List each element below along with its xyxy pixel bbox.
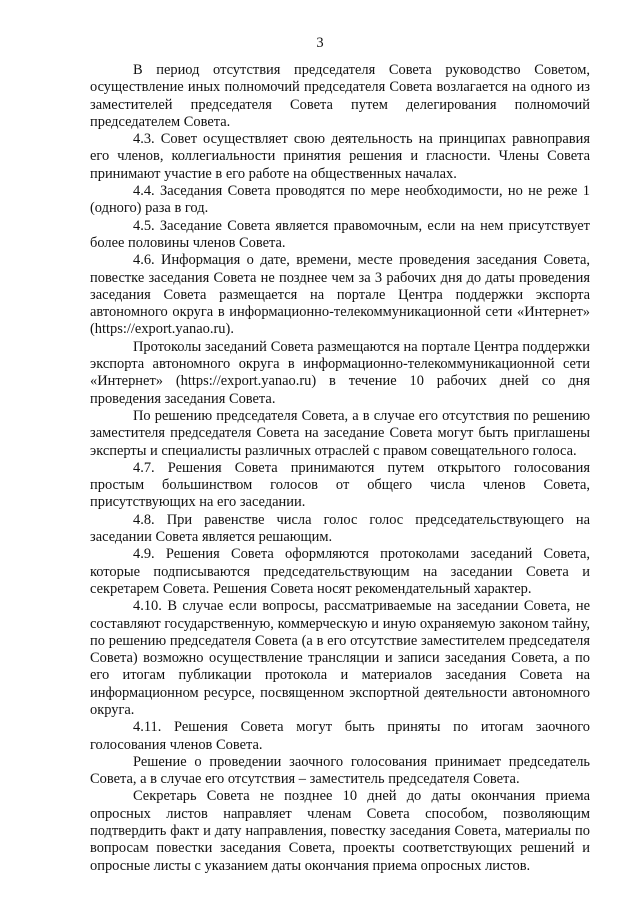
paragraph-4-6: 4.6. Информация о дате, времени, месте проведения заседания Совета, повестке заседания Совета не позднее чем за 3 рабочих дня до даты проведения заседания Совета размещается на портале Центра поддержки экспорта автономного округа в информационно-телекоммуникационной сети «Интернет» (https://export.yanao.ru). <box>90 252 590 338</box>
paragraph-chair-absence: В период отсутствия председателя Совета руководство Советом, осуществление иных полномочий председателя Совета возлагается на одного из заместителей председателя Совета путем делегирования полномочий председателем Совета. <box>90 62 590 130</box>
paragraph-4-4: 4.4. Заседания Совета проводятся по мере необходимости, но не реже 1 (одного) раза в год. <box>90 183 590 217</box>
paragraph-4-3: 4.3. Совет осуществляет свою деятельность на принципах равноправия его членов, коллегиальности принятия решения и гласности. Члены Совета принимают участие в его работе на общественных началах. <box>90 131 590 182</box>
paragraph-invited-experts: По решению председателя Совета, а в случае его отсутствия по решению заместителя председателя Совета на заседание Совета могут быть приглашены эксперты и специалисты различных отраслей с правом совещательного голоса. <box>90 407 590 459</box>
paragraph-4-5: 4.5. Заседание Совета является правомочным, если на нем присутствует более половины членов Совета. <box>90 217 590 251</box>
paragraph-absentee-vote-decision: Решение о проведении заочного голосования принимает председатель Совета, а в случае его отсутствия – заместитель председателя Совета. <box>90 753 590 788</box>
paragraph-4-9: 4.9. Решения Совета оформляются протоколами заседаний Совета, которые подписываются председательствующим на заседании Совета и секретарем Совета. Решения Совета носят рекомендательный характер. <box>90 546 590 597</box>
page-number: 3 <box>316 35 324 51</box>
document-body <box>90 62 590 875</box>
paragraph-4-8: 4.8. При равенстве числа голос голос председательствующего на заседании Совета является решающим. <box>90 511 590 546</box>
paragraph-4-11: 4.11. Решения Совета могут быть приняты по итогам заочного голосования членов Совета. <box>90 719 590 753</box>
paragraph-secretary-duties: Секретарь Совета не позднее 10 дней до даты окончания приема опросных листов направляет членам Совета способом, позволяющим подтвердить факт и дату направления, повестку заседания Совета, материалы по вопросам повестки заседания Совета, проекты соответствующих решений и опросные листы с указанием даты окончания приема опросных листов. <box>90 788 590 874</box>
paragraph-4-10: 4.10. В случае если вопросы, рассматриваемые на заседании Совета, не составляют государственную, коммерческую и иную охраняемую законом тайну, по решению председателя Совета (а в его отсутствие заместителем председателя Совета) возможно осуществление трансляции и записи заседания Совета, а по его итогам публикации протокола и материалов заседания Совета на информационном ресурсе, посвященном экспортной деятельности автономного округа. <box>90 598 590 718</box>
paragraph-4-7: 4.7. Решения Совета принимаются путем открытого голосования простым большинством голосов от общего числа членов Совета, присутствующих на его заседании. <box>90 459 590 511</box>
paragraph-protocols: Протоколы заседаний Совета размещаются на портале Центра поддержки экспорта автономного округа в информационно-телекоммуникационной сети «Интернет» (https://export.yanao.ru) в течение 10 рабочих дней со дня проведения заседания Совета. <box>90 338 590 407</box>
